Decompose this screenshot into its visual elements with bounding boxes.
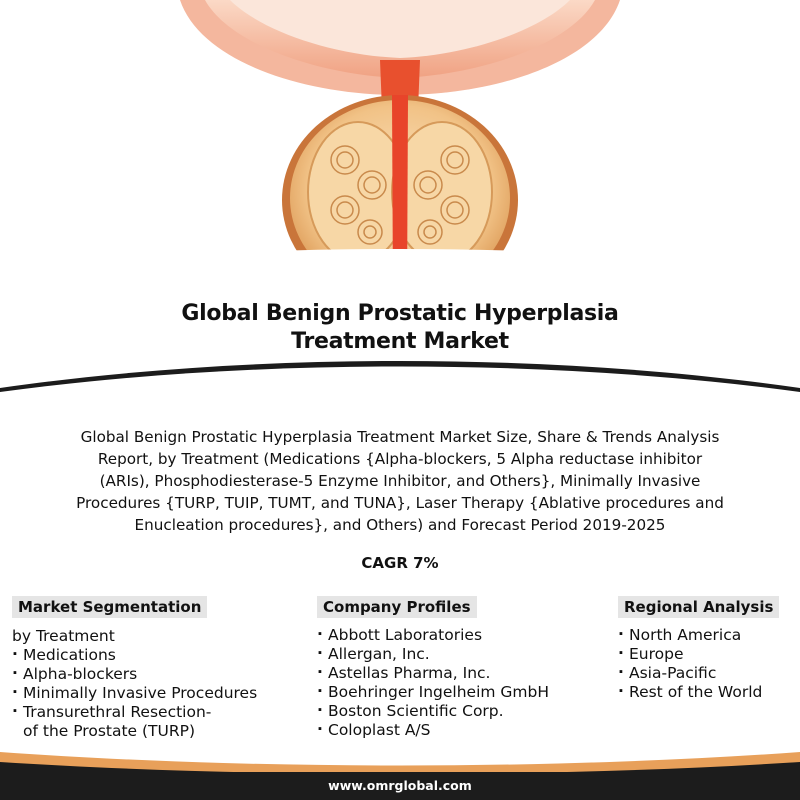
cagr-label: CAGR 7%	[361, 554, 439, 572]
regional-analysis-header: Regional Analysis	[618, 596, 779, 618]
report-line: Procedures {TURP, TUIP, TUMT, and TUNA}, Laser Therapy {Ablative procedures and	[76, 494, 724, 512]
list-item: · Coloplast A/S	[317, 721, 549, 740]
list-item: · Asia-Pacific	[618, 664, 779, 683]
list-item: · Abbott Laboratories	[317, 626, 549, 645]
list-item: · Transurethral Resection-	[12, 703, 257, 722]
list-item: · Medications	[12, 646, 257, 665]
segmentation-list	[12, 646, 257, 722]
regional-analysis-section	[618, 596, 779, 702]
company-profiles-section	[317, 596, 549, 740]
list-item: · Boehringer Ingelheim GmbH	[317, 683, 549, 702]
list-item: · Allergan, Inc.	[317, 645, 549, 664]
list-item-continuation: of the Prostate (TURP)	[23, 722, 196, 740]
list-item: · Europe	[618, 645, 779, 664]
list-item: · Alpha-blockers	[12, 665, 257, 684]
list-item: · Boston Scientific Corp.	[317, 702, 549, 721]
report-line: (ARIs), Phosphodiesterase-5 Enzyme Inhibitor, and Others}, Minimally Invasive	[99, 472, 701, 490]
market-segmentation-header: Market Segmentation	[12, 596, 207, 618]
report-line: Report, by Treatment (Medications {Alpha-blockers, 5 Alpha reductase inhibitor	[97, 450, 703, 468]
title-line-1: Global Benign Prostatic Hyperplasia	[181, 301, 619, 326]
segmentation-subheader: by Treatment	[12, 627, 115, 645]
list-item: · Astellas Pharma, Inc.	[317, 664, 549, 683]
report-line: Global Benign Prostatic Hyperplasia Treatment Market Size, Share & Trends Analysis	[80, 428, 720, 446]
region-list	[618, 626, 779, 702]
footer-url[interactable]: www.omrglobal.com	[0, 772, 800, 800]
company-list	[317, 626, 549, 740]
list-item: · North America	[618, 626, 779, 645]
report-line: Enucleation procedures}, and Others) and Forecast Period 2019-2025	[134, 516, 666, 534]
market-segmentation-section	[12, 596, 257, 741]
page-title	[0, 300, 800, 356]
list-item: · Minimally Invasive Procedures	[12, 684, 257, 703]
list-item: · Rest of the World	[618, 683, 779, 702]
report-description	[20, 426, 780, 536]
company-profiles-header: Company Profiles	[317, 596, 477, 618]
title-line-2: Treatment Market	[291, 329, 509, 354]
